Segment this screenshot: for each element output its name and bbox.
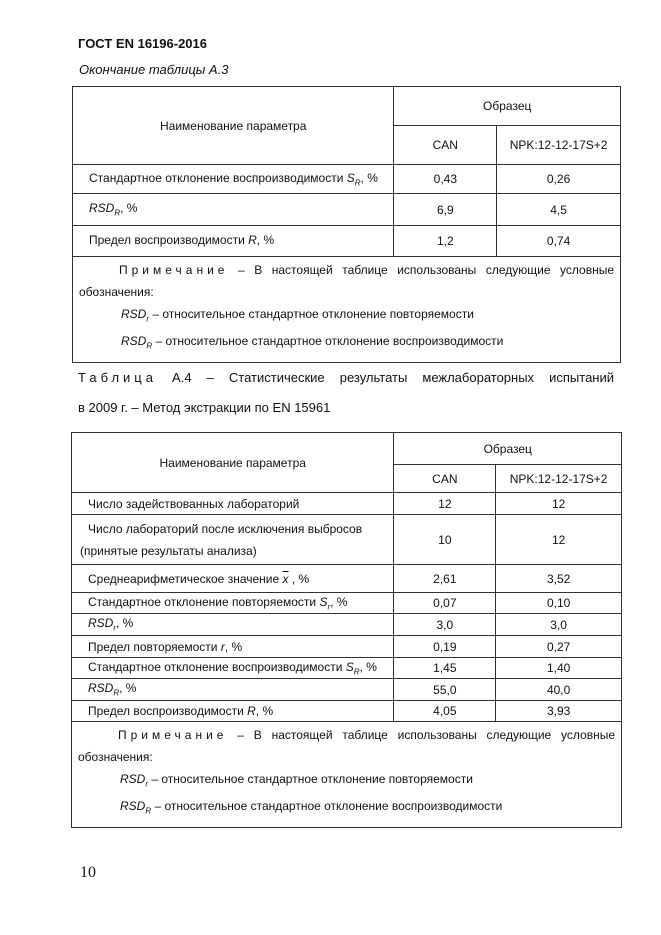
value-npk: 3,52 [496, 565, 622, 593]
page-number: 10 [80, 864, 96, 881]
param-cell: Стандартное отклонение воспроизводимости $S_R$, % [72, 658, 394, 679]
param-cell: $RSD_r$, % [72, 614, 394, 636]
header-can: CAN [394, 126, 497, 165]
table-a4-title: Таблица А.4 – Статистические результаты межлабораторных испытаний [78, 370, 614, 385]
table-row [72, 593, 622, 614]
note-label: Примечание [118, 728, 228, 742]
table-row [73, 194, 621, 226]
value-npk: 12 [496, 493, 622, 515]
param-cell: Число лабораторий после исключения выбросов (принятые результаты анализа) [72, 515, 394, 565]
note-line-2: $RSD_R$ – относительное стандартное отклонение воспроизводимости [121, 334, 504, 351]
value-npk: 0,26 [497, 165, 621, 194]
note-text-2: обозначения: [79, 285, 154, 299]
param-cell: $RSD_R$, % [72, 679, 394, 701]
value-can: 0,07 [394, 593, 496, 614]
header-parameter: Наименование параметра [72, 433, 394, 493]
table-row [72, 515, 622, 565]
param-cell: Предел воспроизводимости R, % [72, 701, 394, 722]
table-a4-title-line2: в 2009 г. – Метод экстракции по EN 15961 [78, 400, 331, 415]
param-cell: Число задействованных лабораторий [72, 493, 394, 515]
table-note [72, 722, 622, 828]
value-can: 55,0 [394, 679, 496, 701]
table-row [72, 658, 622, 679]
table-row [72, 679, 622, 701]
note-line-1: $RSD_r$ – относительное стандартное отклонение повторяемости [120, 772, 473, 789]
value-npk: 0,27 [496, 636, 622, 658]
value-npk: 1,40 [496, 658, 622, 679]
table-row [72, 493, 622, 515]
note-label: Примечание [119, 263, 229, 277]
value-npk: 0,10 [496, 593, 622, 614]
standard-header: ГОСТ EN 16196-2016 [78, 36, 207, 51]
header-sample: Образец [394, 433, 622, 465]
value-npk: 0,74 [497, 226, 621, 257]
value-can: 4,05 [394, 701, 496, 722]
table-row [72, 701, 622, 722]
value-can: 1,45 [394, 658, 496, 679]
value-can: 12 [394, 493, 496, 515]
table-row [72, 636, 622, 658]
header-npk: NPK:12-12-17S+2 [497, 126, 621, 165]
table-a3 [72, 86, 621, 363]
note-line-1: $RSD_r$ – относительное стандартное отклонение повторяемости [121, 307, 474, 324]
param-cell: Предел повторяемости r, % [72, 636, 394, 658]
value-npk: 12 [496, 515, 622, 565]
value-npk: 3,93 [496, 701, 622, 722]
value-npk: 3,0 [496, 614, 622, 636]
table-a3-continuation-caption: Окончание таблицы А.3 [79, 62, 229, 77]
table-row [73, 226, 621, 257]
value-npk: 4,5 [497, 194, 621, 226]
param-cell: Предел воспроизводимости R, % [73, 226, 394, 257]
table-a4 [71, 432, 622, 828]
note-text-2: обозначения: [78, 750, 153, 764]
header-parameter: Наименование параметра [73, 87, 394, 165]
value-can: 0,19 [394, 636, 496, 658]
value-can: 2,61 [394, 565, 496, 593]
param-cell: Стандартное отклонение воспроизводимости $S_R$, % [73, 165, 394, 194]
header-npk: NPK:12-12-17S+2 [496, 465, 622, 493]
table-row [72, 565, 622, 593]
table-note [73, 257, 621, 363]
note-line-2: $RSD_R$ – относительное стандартное отклонение воспроизводимости [120, 799, 503, 816]
header-can: CAN [394, 465, 496, 493]
header-sample: Образец [394, 87, 621, 126]
param-cell: $RSD_R$, % [73, 194, 394, 226]
value-can: 3,0 [394, 614, 496, 636]
value-npk: 40,0 [496, 679, 622, 701]
note-text: – В настоящей таблице использованы следующие условные [228, 263, 614, 277]
value-can: 6,9 [394, 194, 497, 226]
note-text: – В настоящей таблице использованы следующие условные [227, 728, 615, 742]
table-row [73, 165, 621, 194]
table-row [72, 614, 622, 636]
value-can: 10 [394, 515, 496, 565]
value-can: 1,2 [394, 226, 497, 257]
value-can: 0,43 [394, 165, 497, 194]
param-cell: Среднеарифметическое значение $\overline{x}$ , % [72, 565, 394, 593]
param-cell: Стандартное отклонение повторяемости $S_r$, % [72, 593, 394, 614]
